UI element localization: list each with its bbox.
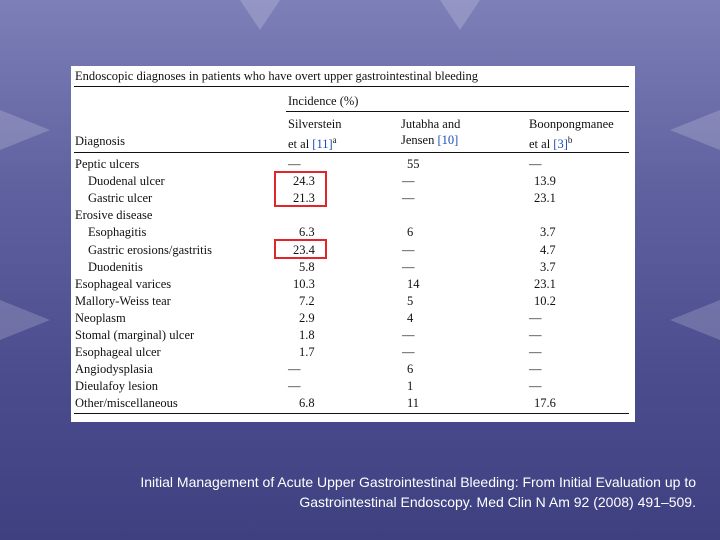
incidence-label: Incidence (%)	[288, 94, 359, 108]
footnote-mark: a	[332, 135, 337, 145]
incidence-rule	[286, 111, 629, 112]
table-title: Endoscopic diagnoses in patients who have overt upper gastrointestinal bleeding	[75, 69, 479, 83]
row-diagnosis: Dieulafoy lesion	[75, 379, 158, 394]
row-value-v3: 10.2	[534, 293, 556, 308]
row-value-v2: —	[402, 328, 415, 342]
row-value-v1: 1.7	[299, 345, 315, 360]
row-value-v2: —	[402, 174, 415, 189]
row-value-v2: 11	[407, 396, 420, 411]
row-diagnosis: Other/miscellaneous	[75, 396, 178, 411]
row-value-v1: 21.3	[293, 191, 315, 206]
row-value-v1: 24.3	[293, 174, 315, 189]
row-diagnosis: Gastric ulcer	[88, 191, 153, 206]
header-col1-line1: Silverstein	[288, 117, 342, 131]
row-value-v2: —	[402, 242, 415, 257]
header-col2-line2: Jensen [10]	[401, 133, 459, 147]
row-value-v2: —	[402, 191, 415, 206]
row-diagnosis: Angiodysplasia	[75, 362, 153, 377]
row-value-v1: —	[288, 362, 301, 377]
row-diagnosis: Peptic ulcers	[75, 157, 140, 171]
row-value-v2: —	[402, 259, 415, 274]
row-value-v3: —	[529, 362, 542, 377]
row-value-v1: 7.2	[299, 293, 315, 308]
row-value-v3: —	[529, 157, 542, 171]
row-value-v1: 1.8	[299, 328, 315, 342]
row-value-v3: 13.9	[534, 174, 556, 189]
ref-link[interactable]: [10]	[437, 133, 459, 147]
row-diagnosis: Esophageal varices	[75, 276, 172, 291]
ref-link[interactable]: [3]	[553, 137, 568, 152]
row-value-v1: 6.8	[299, 396, 315, 411]
row-value-v3: 23.1	[534, 191, 556, 206]
header-col2-line1: Jutabha and	[401, 117, 461, 131]
row-value-v1: 5.8	[299, 259, 315, 274]
header-rule	[74, 152, 629, 153]
row-diagnosis: Duodenitis	[88, 259, 143, 274]
row-value-v1: —	[288, 157, 301, 171]
highlight-box-ulcers	[274, 171, 327, 207]
row-value-v2: 6	[407, 362, 414, 377]
diagnosis-table	[71, 66, 635, 422]
row-diagnosis: Esophagitis	[88, 225, 147, 240]
table-rule-top	[74, 86, 629, 87]
row-value-v2: 5	[407, 293, 414, 308]
row-diagnosis: Esophageal ulcer	[75, 345, 161, 360]
row-value-v2: 6	[407, 225, 414, 240]
row-value-v1: 2.9	[299, 310, 315, 325]
row-value-v1: 6.3	[299, 225, 315, 240]
row-value-v3: —	[529, 310, 542, 325]
footnote-mark: b	[567, 135, 573, 145]
highlight-box-erosions	[274, 239, 327, 259]
row-diagnosis: Erosive disease	[75, 208, 153, 223]
row-diagnosis: Duodenal ulcer	[88, 174, 165, 189]
row-value-v3: —	[529, 328, 542, 342]
row-value-v3: 17.6	[534, 396, 556, 411]
row-value-v2: 1	[407, 379, 414, 394]
row-value-v3: 3.7	[540, 225, 556, 240]
header-col1-line2: et al $[11]^a$	[288, 135, 337, 152]
row-value-v1: —	[288, 379, 301, 394]
citation-caption	[16, 472, 696, 512]
header-diagnosis: Diagnosis	[75, 134, 125, 148]
row-value-v2: 14	[407, 276, 420, 291]
caption-line-2: Gastrointestinal Endoscopy. Med Clin N Am 92 (2008) 491–509.	[299, 494, 696, 510]
row-value-v2: —	[402, 345, 415, 360]
row-value-v3: 23.1	[534, 276, 556, 291]
row-value-v3: 3.7	[540, 259, 556, 274]
row-diagnosis: Stomal (marginal) ulcer	[75, 328, 195, 342]
row-value-v3: —	[529, 379, 542, 394]
row-value-v2: 55	[407, 157, 420, 171]
row-diagnosis: Mallory-Weiss tear	[75, 293, 171, 308]
row-value-v3: —	[529, 345, 542, 360]
ref-link[interactable]: [11]	[312, 137, 333, 152]
row-value-v3: 4.7	[540, 242, 556, 257]
caption-line-1: Initial Management of Acute Upper Gastrointestinal Bleeding: From Initial Evaluation up to	[140, 474, 696, 490]
header-col3-line1: Boonpongmanee	[529, 117, 614, 131]
row-diagnosis: Neoplasm	[75, 310, 126, 325]
header-col3-line2: et al $[3]^b$	[529, 135, 573, 152]
row-value-v1: 23.4	[293, 242, 315, 257]
row-value-v1: 10.3	[293, 276, 315, 291]
row-diagnosis: Gastric erosions/gastritis	[88, 242, 212, 257]
table-rule-bottom	[74, 413, 629, 414]
row-value-v2: 4	[407, 310, 414, 325]
